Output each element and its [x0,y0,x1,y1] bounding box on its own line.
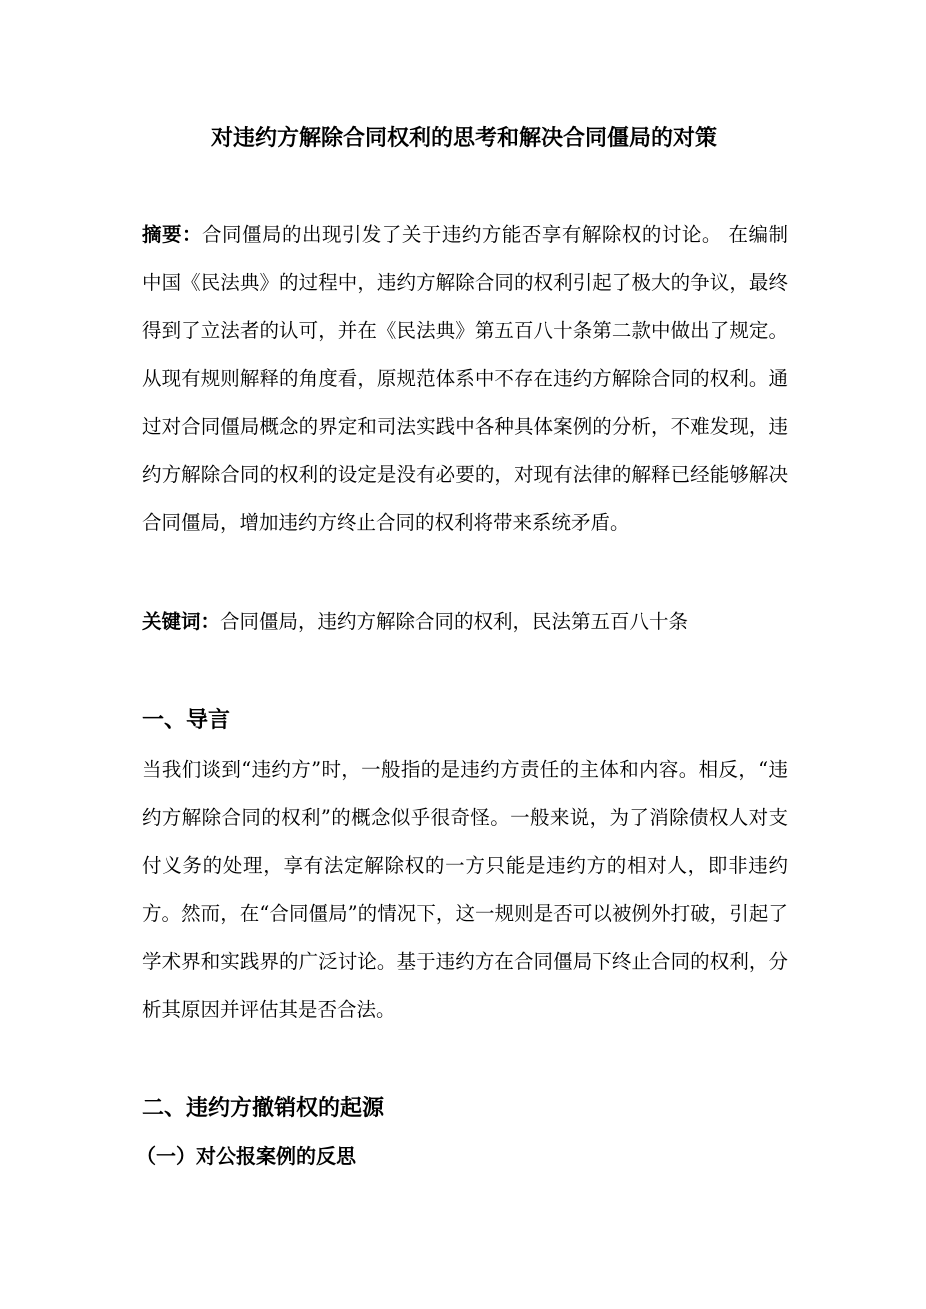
abstract-text: 合同僵局的出现引发了关于违约方能否享有解除权的讨论。 在编制中国《民法典》的过程中，违约方解除合同的权利引起了极大的争议，最终得到了立法者的认可，并在《民法典》第五百八十条第二款中做出了规定。从现有规则解释的角度看，原规范体系中不存在违约方解除合同的权利。通过对合同僵局概念的界定和司法实践中各种具体案例的分析，不难发现，违约方解除合同的权利的设定是没有必要的，对现有法律的解释已经能够解决合同僵局，增加违约方终止合同的权利将带来系统矛盾。 [142,223,788,534]
introduction-paragraph: 当我们谈到“违约方”时，一般指的是违约方责任的主体和内容。相反，“违约方解除合同的权利”的概念似乎很奇怪。一般来说，为了消除债权人对支付义务的处理，享有法定解除权的一方只能是违约方的相对人，即非违约方。然而，在“合同僵局”的情况下，这一规则是否可以被例外打破，引起了学术界和实践界的广泛讨论。基于违约方在合同僵局下终止合同的权利，分析其原因并评估其是否合法。 [142,758,788,1021]
abstract-paragraph [142,211,788,547]
keywords-label: 关键词： [142,610,221,633]
section-heading-origin: 二、违约方撤销权的起源 [142,1095,385,1121]
subsection-heading-case-reflection: （一）对公报案例的反思 [136,1144,356,1168]
keywords-line [142,598,788,646]
keywords-text: 合同僵局，违约方解除合同的权利，民法第五百八十条 [220,610,689,633]
document-title: 对违约方解除合同权利的思考和解决合同僵局的对策 [210,125,717,151]
abstract-label: 摘要： [142,223,202,246]
section-heading-introduction: 一、导言 [142,707,231,733]
